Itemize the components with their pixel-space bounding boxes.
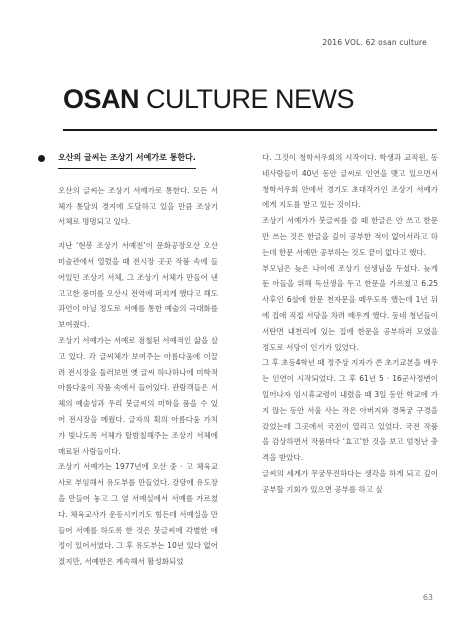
issue-header: 2016 VOL. 62 osan culture <box>322 38 427 47</box>
page-title <box>63 84 354 115</box>
paragraph: 조상기 서예가가 붓글씨를 쓸 때 한글은 안 쓰고 한문만 쓰는 것은 한글을 깊이 공부한 적이 없어서라고 하는데 한문 서예만 공부하는 것도 끝이 없다고 했다. <box>262 216 438 257</box>
paragraph: 오산의 글씨는 조상기 서예가로 통한다. 모든 서체가 통달의 경지에 도달하고 있을 만큼 조상기 서체로 명명되고 있다. <box>58 185 218 227</box>
page-number: 63 <box>422 593 433 602</box>
section-bullet <box>38 155 45 162</box>
title-rule <box>63 129 437 131</box>
title-bold: OSAN <box>63 84 140 114</box>
paragraph: 글씨의 세계가 무궁무진하다는 생각을 하게 되고 깊이 공부할 기회가 있으면 공부를 하고 싶 <box>262 468 438 494</box>
article-column-right <box>262 150 438 498</box>
article-subhead: 오산의 글씨는 조상기 서예가로 통한다. <box>58 150 196 169</box>
paragraph: 그 후 초등4학년 때 정주상 지자가 쓴 초기교본을 배우는 인연이 시작되었다. 그 후 61년 5 · 16군사정변이 일어나자 임시휴교령이 내렸을 때 3일 동안 학교에 가지 않는 동안 서울 사는 작은 아버지와 경복궁 구경을 갔었는데 그곳에서 국전이 열리고 있었다. 국전 작품을 감상하면서 작품마다 ‘효고’한 것을 보고 엄청난 충격을 받았다. <box>262 358 438 463</box>
article-column-left <box>58 150 218 570</box>
paragraph: 지난 ‘현봉 조상기 서예전’이 문화공장오산 오산미술관에서 열렸을 때 전시장 곳곳 작품 속에 들어있던 조상기 서체, 그 조상기 서체가 만들어 낸 고고한 풍미를 오산시 전역에 퍼지게 했다고 해도 과언이 아닐 정도로 서예를 통한 예술의 극대화를 보여줬다. <box>58 241 218 330</box>
paragraph: 다. 그것이 청학서우회의 시작이다. 학생과 교직원, 동네사람들이 40년 동안 글씨로 인연을 맺고 있으면서 청학서우회 안에서 경기도 초대작가인 조상기 서예가에게 지도를 받고 있는 것이다. <box>262 153 438 210</box>
title-rest: CULTURE NEWS <box>139 84 355 114</box>
paragraph: 조상기 서예가는 서예로 점철된 서예적인 삶을 살고 있다. 각 글씨체가 보여주는 아름다움에 이끌려 전시장을 둘러보면 옛 글씨 하나하나에 미학적 아름다움이 작품 속에서 들어있다. 관람객들은 서체의 예술성과 우리 붓글씨의 미학을 품을 수 있어 전시장을 메웠다. 글자의 획의 아름다움 가치가 빛나도록 서체가 탈밤칠해주는 조상기 서체에 매료된 사람들이다. <box>58 335 218 456</box>
paragraph: 부모님은 늦은 나이에 조상기 선생님을 두셨다. 늦게 둔 아들을 위해 독선생을 두고 한문을 가르쳤고 6.25사후인 6살에 한문 천자문을 떼우도록 했는데 1년 뒤에 집에 직접 서당을 차려 배우게 했다. 동네 청년들이 서탄면 내천리에 있는 집에 한문을 공부하러 모였을 정도로 서당이 인기가 있었다. <box>262 263 438 352</box>
paragraph: 조상기 서예가는 1977년에 오산 중 · 고 체육교사로 부임해서 유도부를 만들었다. 강당에 유도장을 만들어 놓고 그 옆 서예실에서 서예를 가르쳤다. 체육교사가 운동시키기도 힘든데 서예실을 만들어 서예를 하도록 한 것은 붓글씨에 각별한 애정이 있어서였다. 그 후 유도부는 10년 있다 없어졌지만, 서예반은 계속해서 활성화되었 <box>58 462 218 567</box>
